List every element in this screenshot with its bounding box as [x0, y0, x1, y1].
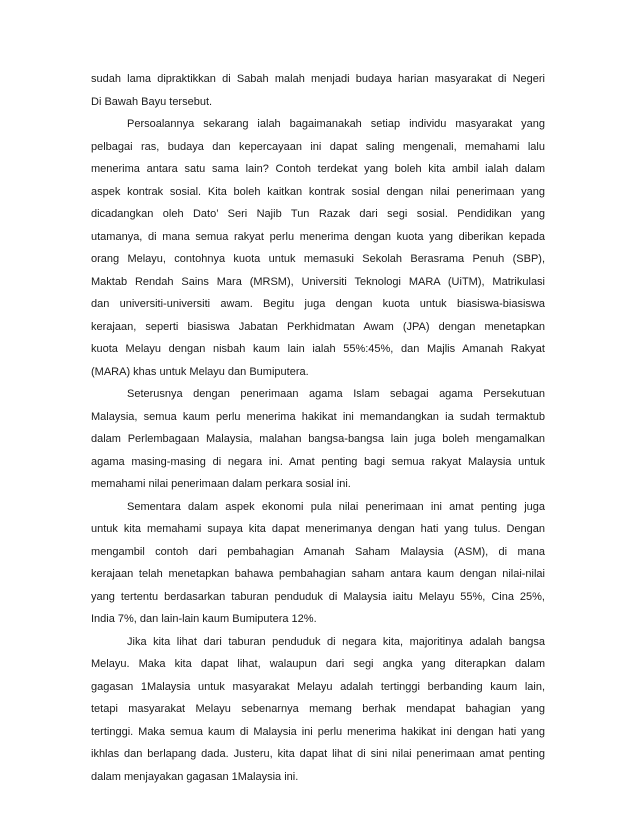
- text-line: tetapi masyarakat Melayu sebenarnya memang berhak mendapat bahagian yang: [91, 703, 545, 715]
- paragraph: [91, 383, 545, 496]
- text-line: orang Melayu, contohnya kuota untuk memasuki Sekolah Berasrama Penuh (SBP),: [91, 253, 545, 265]
- text-line: Di Bawah Bayu tersebut.: [91, 95, 213, 108]
- text-line: tertinggi. Maka semua kaum di Malaysia ini perlu menerima hakikat ini dengan hati yang: [91, 725, 545, 738]
- text-line: dan universiti-universiti awam. Begitu juga dengan kuota untuk biasiswa-biasiswa: [91, 298, 545, 310]
- text-line: India 7%, dan lain-lain kaum Bumiputera 12%.: [91, 613, 317, 625]
- text-line: Jika kita lihat dari taburan penduduk di negara kita, majoritinya adalah bangsa: [127, 635, 545, 648]
- text-line: gagasan 1Malaysia untuk masyarakat Melayu adalah tertinggi berbanding kaum lain,: [91, 680, 545, 693]
- text-line: dalam Perlembagaan Malaysia, malahan bangsa-bangsa lain juga boleh mengamalkan: [91, 433, 545, 445]
- text-line: ikhlas dan berlapang dada. Justeru, kita dapat lihat di sini nilai penerimaan amat penting: [91, 748, 545, 760]
- text-line: pelbagai ras, budaya dan kepercayaan ini dapat saling mengenali, memahami lalu: [91, 140, 545, 153]
- text-line: untuk kita memahami supaya kita dapat menerimanya dengan hati yang tulus. Dengan: [91, 523, 545, 535]
- text-line: aspek kontrak sosial. Kita boleh kaitkan kontrak sosial dengan nilai penerimaan yang: [91, 185, 545, 198]
- text-line: dicadangkan oleh Dato’ Seri Najib Tun Razak dari segi sosial. Pendidikan yang: [91, 208, 545, 220]
- text-line: (MARA) khas untuk Melayu dan Bumiputera.: [91, 365, 309, 378]
- text-line: kerajaan, seperti biasiswa Jabatan Perkhidmatan Awam (JPA) dengan menetapkan: [91, 320, 545, 333]
- paragraph: [91, 496, 545, 631]
- text-line: menerima antara satu sama lain? Contoh terdekat yang boleh kita ambil ialah dalam: [91, 163, 545, 175]
- text-line: Malaysia, semua kaum perlu menerima hakikat ini memandangkan ia sudah termaktub: [91, 410, 545, 423]
- body-text: [91, 68, 545, 788]
- text-line: dalam menjayakan gagasan 1Malaysia ini.: [91, 770, 299, 783]
- text-line: Seterusnya dengan penerimaan agama Islam sebagai agama Persekutuan: [127, 388, 545, 400]
- text-line: yang tertentu berdasarkan taburan penduduk di Malaysia iaitu Melayu 55%, Cina 25%,: [91, 590, 545, 603]
- text-line: kerajaan telah menetapkan bahawa pembahagian saham antara kaum dengan nilai-nilai: [91, 568, 545, 580]
- text-line: Melayu. Maka kita dapat lihat, walaupun dari segi angka yang diterapkan dalam: [91, 658, 545, 670]
- paragraph: [91, 68, 545, 113]
- text-line: Sementara dalam aspek ekonomi pula nilai penerimaan ini amat penting juga: [127, 500, 545, 513]
- paragraph: [91, 631, 545, 789]
- text-line: mengambil contoh dari pembahagian Amanah Saham Malaysia (ASM), di mana: [91, 545, 545, 558]
- text-line: utamanya, di mana semua rakyat perlu menerima dengan kuota yang diberikan kepada: [91, 230, 545, 243]
- paragraph: [91, 113, 545, 383]
- text-line: Maktab Rendah Sains Mara (MRSM), Universiti Teknologi MARA (UiTM), Matrikulasi: [91, 275, 545, 288]
- text-line: sudah lama dipraktikkan di Sabah malah menjadi budaya harian masyarakat di Negeri: [91, 73, 545, 85]
- text-line: kuota Melayu dengan nisbah kaum lain ialah 55%:45%, dan Majlis Amanah Rakyat: [91, 343, 545, 355]
- text-line: agama masing-masing di negara ini. Amat penting bagi semua rakyat Malaysia untuk: [91, 455, 545, 468]
- text-line: Persoalannya sekarang ialah bagaimanakah setiap individu masyarakat yang: [127, 118, 545, 130]
- text-line: memahami nilai penerimaan dalam perkara sosial ini.: [91, 478, 351, 490]
